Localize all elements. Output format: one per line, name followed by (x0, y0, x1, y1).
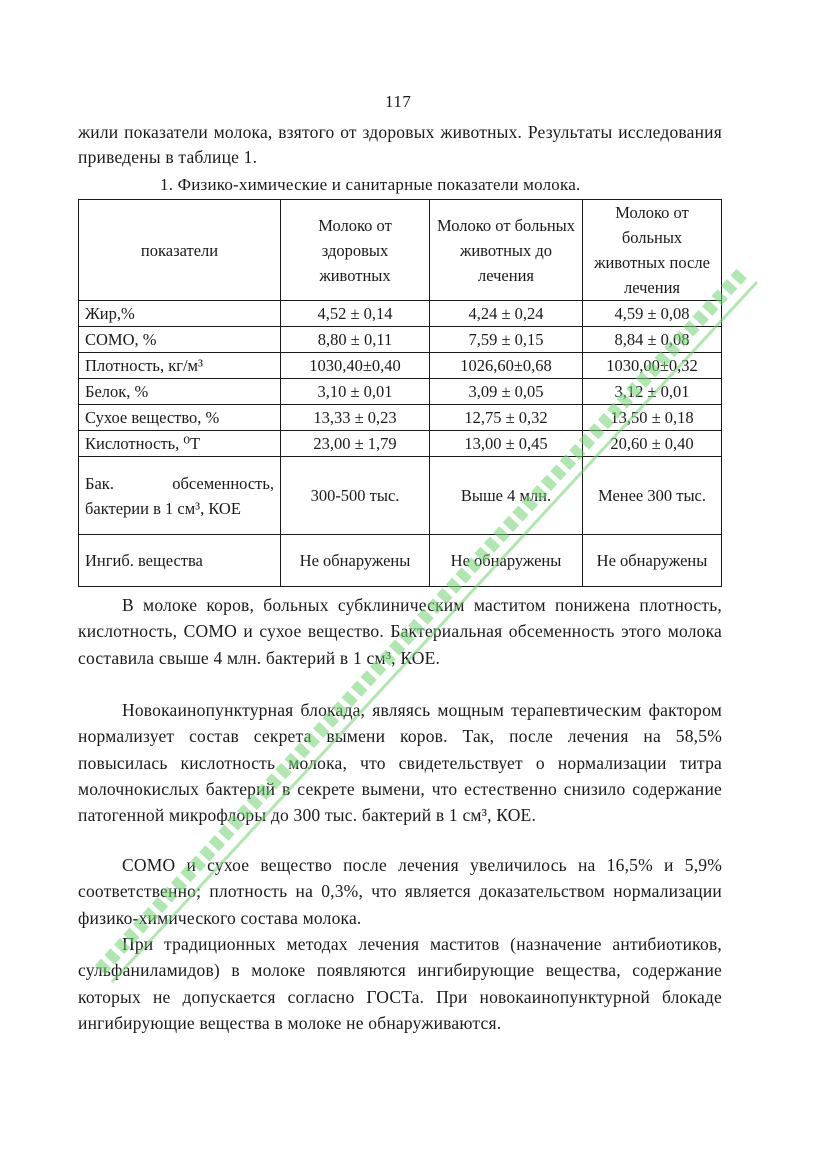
table-cell: 7,59 ± 0,15 (430, 327, 583, 353)
table-row (79, 457, 722, 535)
header-cell-healthy: Молоко от здоровых животных (281, 200, 430, 301)
table-cell: 8,80 ± 0,11 (281, 327, 430, 353)
header-cell-sick-after: Молоко от больных животных после лечения (583, 200, 722, 301)
row-label: Бак. обсеменность, бактерии в 1 см³, КОЕ (79, 457, 281, 535)
table-cell: 13,50 ± 0,18 (583, 405, 722, 431)
table-cell: Выше 4 млн. (430, 457, 583, 535)
row-label: Ингиб. вещества (79, 535, 281, 587)
table-cell: Не обнаружены (281, 535, 430, 587)
table-cell: 4,59 ± 0,08 (583, 301, 722, 327)
row-label: Плотность, кг/м³ (79, 353, 281, 379)
table-cell: 1030,40±0,40 (281, 353, 430, 379)
table-cell: Менее 300 тыс. (583, 457, 722, 535)
table-row (79, 431, 722, 457)
table-row (79, 353, 722, 379)
paragraph: В молоке коров, больных субклиническим маститом понижена плотность, кислотность, СОМО и сухое вещество. Бактериальная обсеменность этого молока составила свыше 4 млн. бактерий в 1 см³, КОЕ. (78, 595, 722, 668)
table-cell: 13,33 ± 0,23 (281, 405, 430, 431)
row-label: Белок, % (79, 379, 281, 405)
table-cell: 4,52 ± 0,14 (281, 301, 430, 327)
row-label: Жир,% (79, 301, 281, 327)
row-label: Сухое вещество, % (79, 405, 281, 431)
paragraph: СОМО и сухое вещество после лечения увеличилось на 16,5% и 5,9% соответственно; плотность на 0,3%, что является доказательством нормализации физико-химического состава молока. (78, 855, 722, 928)
row-label: Кислотность, ⁰Т (79, 431, 281, 457)
table-row (79, 405, 722, 431)
table-cell: 3,09 ± 0,05 (430, 379, 583, 405)
table-cell: 12,75 ± 0,32 (430, 405, 583, 431)
table-row (79, 535, 722, 587)
table-cell: 20,60 ± 0,40 (583, 431, 722, 457)
table-caption: 1. Физико-химические и санитарные показатели молока. (160, 175, 581, 194)
table-header-row (79, 200, 722, 301)
table-cell: 13,00 ± 0,45 (430, 431, 583, 457)
header-cell-sick-before: Молоко от больных животных до лечения (430, 200, 583, 301)
table-cell: 300-500 тыс. (281, 457, 430, 535)
table-cell: 1030,00±0,32 (583, 353, 722, 379)
milk-indicators-table (78, 199, 722, 587)
table-row (79, 327, 722, 353)
paragraph: При традиционных методах лечения маститов (назначение антибиотиков, сульфаниламидов) в молоке появляются ингибирующие вещества, содержание которых не допускается согласно ГОСТа. При новокаинопунктурной блокаде ингибирующие вещества в молоке не обнаруживаются. (78, 934, 722, 1033)
table-cell: 8,84 ± 0,08 (583, 327, 722, 353)
intro-paragraph: жили показатели молока, взятого от здоровых животных. Результаты исследования приведены в таблице 1. (78, 122, 722, 167)
row-label: СОМО, % (79, 327, 281, 353)
table-cell: 3,10 ± 0,01 (281, 379, 430, 405)
table-cell: Не обнаружены (583, 535, 722, 587)
table-row (79, 301, 722, 327)
paragraph: Новокаинопунктурная блокада, являясь мощным терапевтическим фактором нормализует состав секрета вымени коров. Так, после лечения на 58,5% повысилась кислотность молока, что свидетельствует о нормализации титра молочнокислых бактерий в секрете вымени, что естественно снизило содержание патогенной микрофлоры до 300 тыс. бактерий в 1 см³, КОЕ. (78, 700, 722, 826)
page-number: 117 (385, 92, 412, 111)
table-cell: 23,00 ± 1,79 (281, 431, 430, 457)
table-cell: 3,12 ± 0,01 (583, 379, 722, 405)
table-cell: Не обнаружены (430, 535, 583, 587)
table-cell: 4,24 ± 0,24 (430, 301, 583, 327)
header-cell-indicators: показатели (79, 200, 281, 301)
table-row (79, 379, 722, 405)
table-cell: 1026,60±0,68 (430, 353, 583, 379)
